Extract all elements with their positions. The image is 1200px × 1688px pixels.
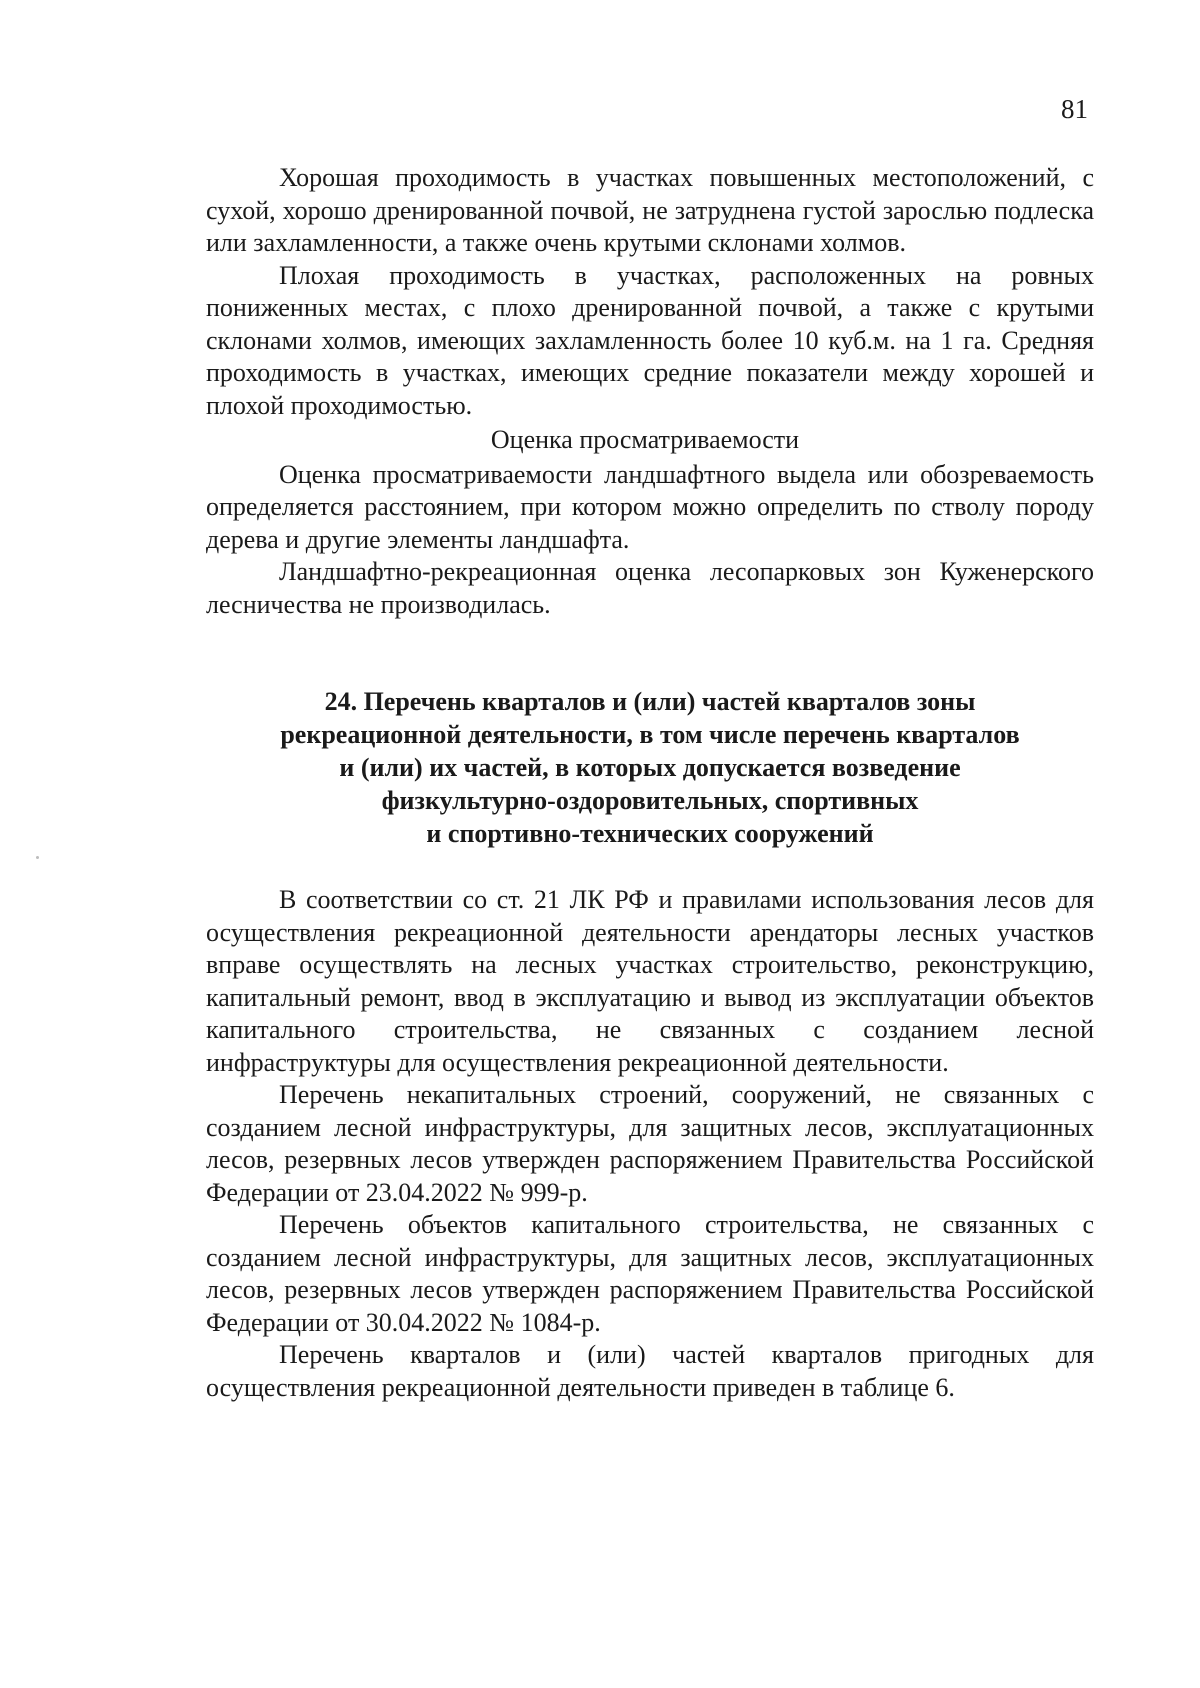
visibility-title: Оценка просматриваемости	[490, 425, 800, 454]
scan-speck	[36, 856, 39, 859]
paragraph-table-reference: Перечень кварталов и (или) частей кварталов пригодных для осуществления рекреационной деятельности приведен в таблице 6.	[206, 1340, 1094, 1402]
heading-line: 24. Перечень кварталов и (или) частей кварталов зоны	[324, 687, 976, 716]
heading-line: физкультурно-оздоровительных, спортивных	[381, 786, 919, 815]
paragraph-recreation-assessment: Ландшафтно-рекреационная оценка лесопарковых зон Куженерского лесничества не производилась.	[206, 557, 1094, 619]
visibility-block	[206, 424, 1094, 621]
page-number: 81	[1061, 94, 1088, 124]
paragraph-legal-basis: В соответствии со ст. 21 ЛК РФ и правилами использования лесов для осуществления рекреационной деятельности арендаторы лесных участков вправе осуществлять на лесных участках строительство, реконструкцию, капитальный ремонт, ввод в эксплуатацию и вывод из эксплуатации объектов капитального строительства, не связанных с созданием лесной инфраструктуры для осуществления рекреационной деятельности.	[206, 885, 1094, 1077]
heading-line: рекреационной деятельности, в том числе перечень кварталов	[280, 720, 1020, 749]
paragraph-visibility-assessment: Оценка просматриваемости ландшафтного выдела или обозреваемость определяется расстоянием, при котором можно определить по стволу породу дерева и другие элементы ландшафта.	[206, 459, 1094, 554]
passability-block	[206, 162, 1094, 422]
section-heading	[206, 685, 1094, 850]
heading-line: и спортивно-технических сооружений	[426, 819, 874, 848]
paragraph-noncapital-list: Перечень некапитальных строений, сооружений, не связанных с созданием лесной инфраструктуры, для защитных лесов, эксплуатационных лесов, резервных лесов утвержден распоряжением Правительства Российской Федерации от 23.04.2022 № 999-р.	[206, 1080, 1094, 1207]
paragraph-poor-passability: Плохая проходимость в участках, расположенных на ровных пониженных местах, с плохо дренированной почвой, а также с крутыми склонами холмов, имеющих захламленность более 10 куб.м. на 1 га. Средняя проходимость в участках, имеющих средние показатели между хорошей и плохой проходимостью.	[206, 260, 1094, 420]
heading-line: и (или) их частей, в которых допускается возведение	[339, 753, 961, 782]
paragraph-good-passability: Хорошая проходимость в участках повышенных местоположений, с сухой, хорошо дренированной почвой, не затруднена густой зарослью подлеска или захламленности, а также очень крутыми склонами холмов.	[206, 163, 1094, 257]
section-body	[206, 884, 1094, 1404]
paragraph-capital-list: Перечень объектов капитального строительства, не связанных с созданием лесной инфраструктуры, для защитных лесов, эксплуатационных лесов, резервных лесов утвержден распоряжением Правительства Российской Федерации от 30.04.2022 № 1084-р.	[206, 1210, 1094, 1337]
